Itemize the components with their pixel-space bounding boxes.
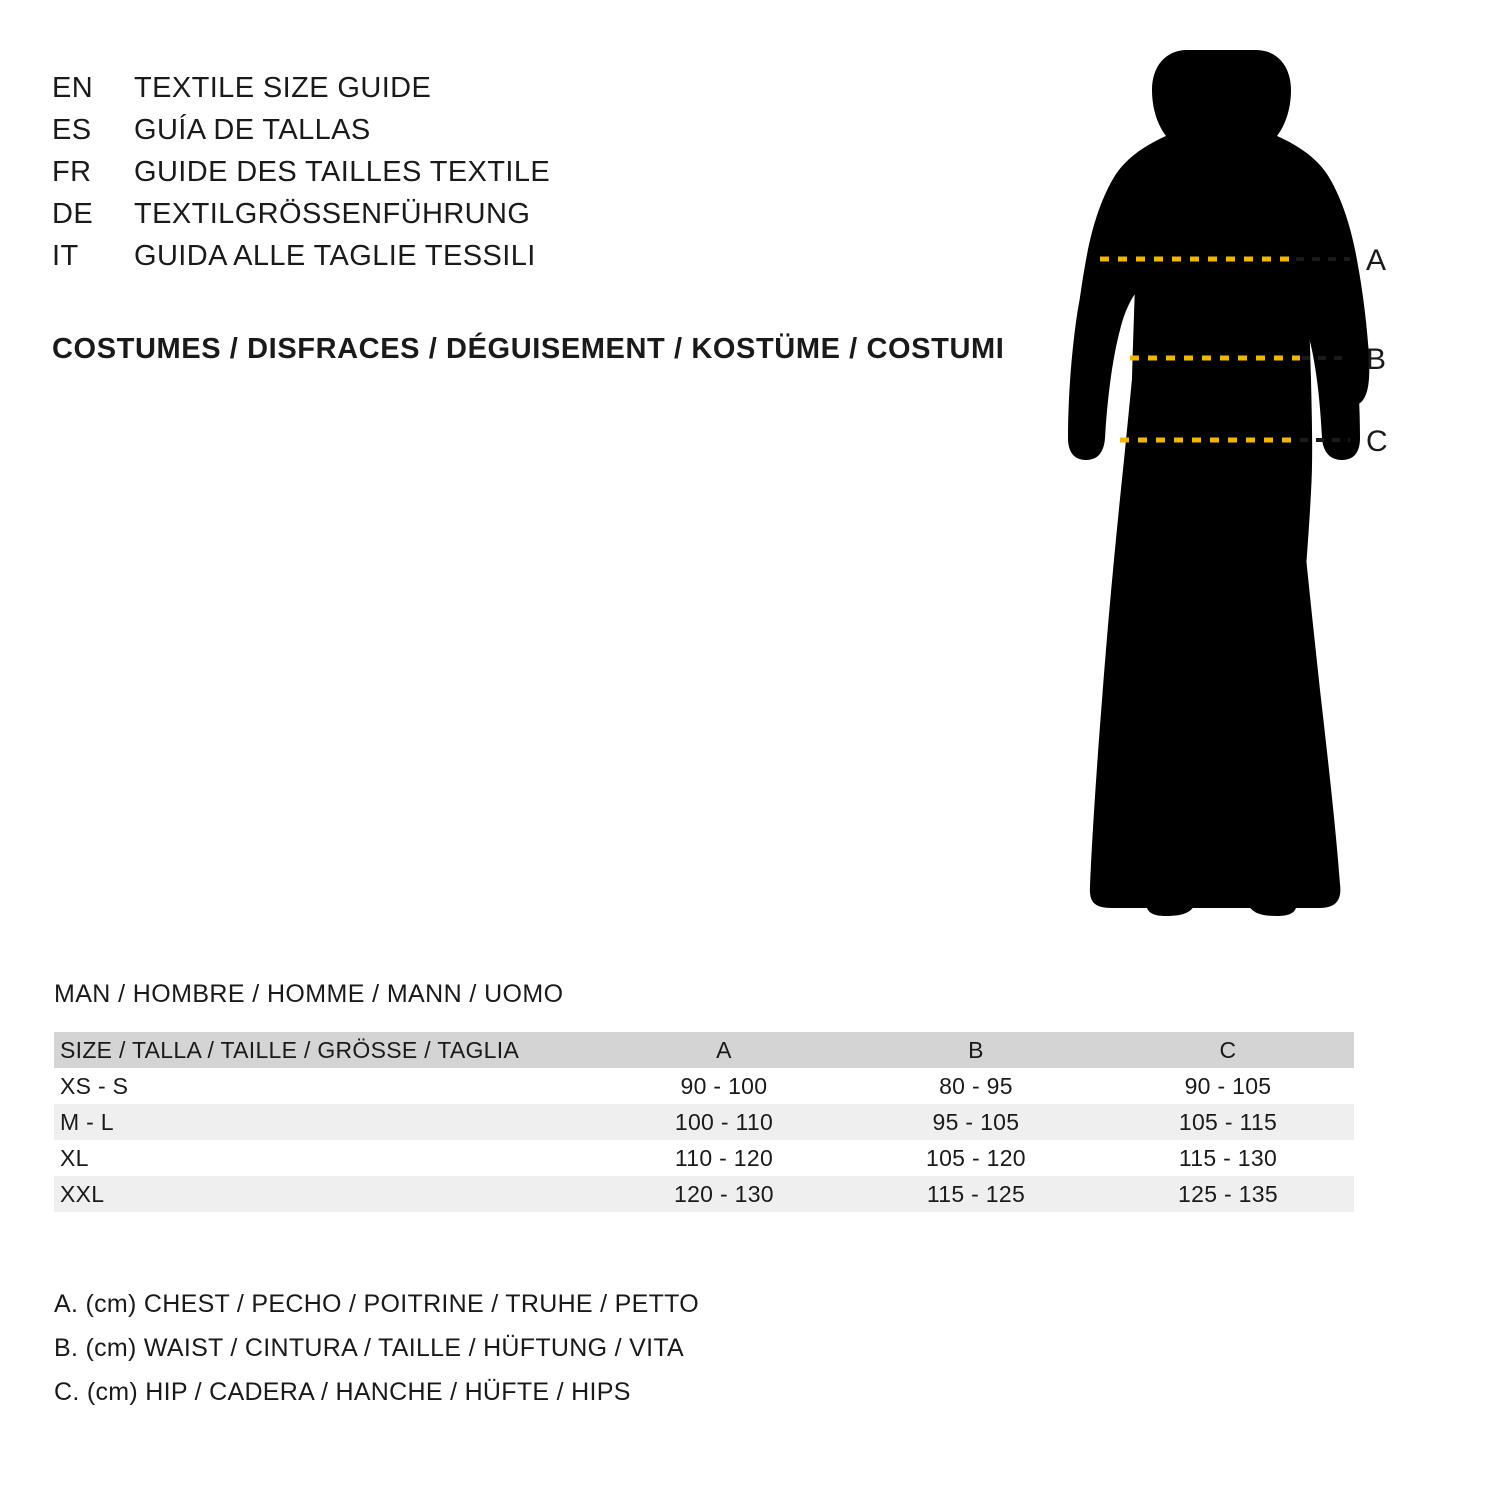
cell-c: 115 - 130 (1178, 1144, 1278, 1171)
cell-a: 100 - 110 (674, 1108, 774, 1135)
measurement-legend (54, 1290, 699, 1422)
measure-label-a: A (1366, 244, 1387, 277)
language-row-es (52, 114, 1012, 156)
measure-label-c: C (1366, 425, 1388, 458)
language-list (52, 72, 1012, 282)
legend-row-c: C. (cm) HIP / CADERA / HANCHE / HÜFTE / HIPS (54, 1378, 631, 1406)
language-code: DE (52, 198, 94, 230)
table-title: MAN / HOMBRE / HOMME / MANN / UOMO (54, 980, 564, 1008)
language-row-fr (52, 156, 1012, 198)
language-row-en (52, 72, 1012, 114)
table-header-row (54, 1032, 1354, 1068)
table-row (54, 1068, 1354, 1104)
cell-a: 120 - 130 (674, 1180, 774, 1207)
language-title: TEXTILE SIZE GUIDE (134, 72, 432, 104)
size-table (54, 1032, 1354, 1212)
cell-size: XXL (60, 1180, 105, 1207)
table-row (54, 1104, 1354, 1140)
table-row (54, 1140, 1354, 1176)
language-row-de (52, 198, 1012, 240)
cell-c: 125 - 135 (1178, 1180, 1278, 1207)
legend-row-b: B. (cm) WAIST / CINTURA / TAILLE / HÜFTUNG / VITA (54, 1334, 685, 1362)
cell-size: XL (60, 1144, 89, 1171)
cell-size: XS - S (60, 1072, 129, 1099)
column-header-a: A (716, 1036, 732, 1063)
cell-size: M - L (60, 1108, 114, 1135)
language-code: EN (52, 72, 94, 104)
column-header-size: SIZE / TALLA / TAILLE / GRÖSSE / TAGLIA (60, 1036, 520, 1063)
cell-c: 90 - 105 (1184, 1072, 1272, 1099)
cell-b: 80 - 95 (939, 1072, 1013, 1099)
legend-row-a: A. (cm) CHEST / PECHO / POITRINE / TRUHE / PETTO (54, 1290, 700, 1318)
language-code: IT (52, 240, 79, 272)
body-measurement-figure (1020, 40, 1440, 940)
cell-a: 90 - 100 (680, 1072, 768, 1099)
language-title: GUIDA ALLE TAGLIE TESSILI (134, 240, 536, 272)
language-title: GUIDE DES TAILLES TEXTILE (134, 156, 551, 188)
measure-label-b: B (1366, 343, 1387, 376)
category-line: COSTUMES / DISFRACES / DÉGUISEMENT / KOSTÜME / COSTUMI (52, 333, 1005, 365)
cell-c: 105 - 115 (1178, 1108, 1278, 1135)
language-title: TEXTILGRÖSSENFÜHRUNG (134, 198, 531, 230)
table-row (54, 1176, 1354, 1212)
column-header-c: C (1219, 1036, 1237, 1063)
language-code: ES (52, 114, 92, 146)
column-header-b: B (968, 1036, 984, 1063)
language-row-it (52, 240, 1012, 282)
cell-b: 95 - 105 (932, 1108, 1020, 1135)
cell-a: 110 - 120 (674, 1144, 774, 1171)
cell-b: 105 - 120 (926, 1144, 1026, 1171)
cell-b: 115 - 125 (926, 1180, 1026, 1207)
language-code: FR (52, 156, 92, 188)
language-title: GUÍA DE TALLAS (134, 114, 371, 146)
